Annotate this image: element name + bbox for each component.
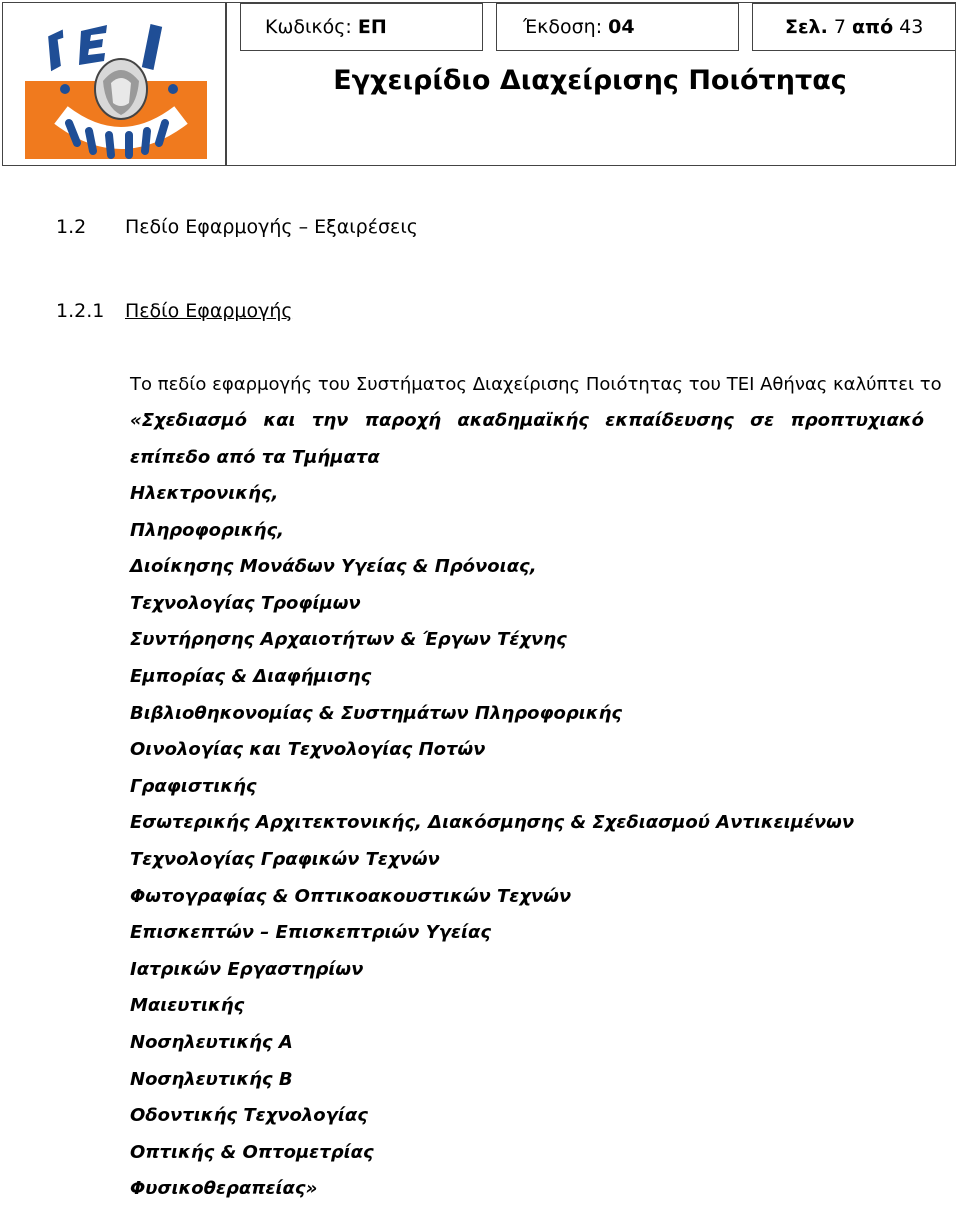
list-item: Εμπορίας & Διαφήμισης — [130, 665, 372, 687]
page-label: Σελ. — [785, 16, 828, 38]
list-item: Γραφιστικής — [130, 775, 257, 797]
list-item: Πληροφορικής, — [130, 519, 284, 541]
list-item: Οινολογίας και Τεχνολογίας Ποτών — [130, 739, 486, 761]
section-heading — [56, 214, 418, 240]
header-logo-cell — [2, 2, 226, 166]
list-item: Τεχνολογίας Γραφικών Τεχνών — [130, 848, 440, 870]
manual-title: Εγχειρίδιο Διαχείρισης Ποιότητας — [333, 65, 847, 96]
intro-paragraph: Το πεδίο εφαρμογής του Συστήματος Διαχείρισης Ποιότητας του ΤΕΙ Αθήνας καλύπτει το — [130, 374, 942, 395]
list-item: Εσωτερικής Αρχιτεκτονικής, Διακόσμησης & Σχεδιασμού Αντικειμένων — [130, 812, 855, 834]
edition-value: 04 — [608, 16, 635, 38]
list-item: Φυσικοθεραπείας» — [130, 1178, 318, 1200]
page-of-label: από — [851, 16, 894, 38]
list-item: Μαιευτικής — [130, 995, 245, 1017]
list-item: Ηλεκτρονικής, — [130, 483, 279, 504]
document-code-value: ΕΠ — [357, 16, 387, 38]
page-number: 7 — [833, 16, 846, 38]
edition-box — [496, 3, 739, 51]
page-total: 43 — [899, 16, 924, 38]
document-code-label: Κωδικός: — [265, 16, 352, 38]
list-item: Επισκεπτών – Επισκεπτριών Υγείας — [130, 922, 492, 944]
scope-statement-line-2: επίπεδο από τα Τμήματα — [130, 447, 380, 468]
list-item: Συντήρησης Αρχαιοτήτων & Έργων Τέχνης — [130, 629, 567, 651]
list-item: Ιατρικών Εργαστηρίων — [130, 958, 364, 980]
section-title: Πεδίο Εφαρμογής – Εξαιρέσεις — [125, 216, 418, 238]
list-item: Φωτογραφίας & Οπτικοακουστικών Τεχνών — [130, 885, 572, 907]
list-item: Νοσηλευτικής Β — [130, 1068, 293, 1090]
subsection-heading — [56, 298, 293, 324]
document-code-box — [240, 3, 483, 51]
list-item: Τεχνολογίας Τροφίμων — [130, 592, 361, 614]
scope-statement-line-1: «Σχεδιασμό και την παροχή ακαδημαϊκής εκπαίδευσης σε προπτυχιακό — [130, 410, 924, 431]
subsection-number: 1.2.1 — [56, 300, 105, 322]
department-list — [130, 481, 854, 1213]
list-item: Βιβλιοθηκονομίας & Συστημάτων Πληροφορικής — [130, 702, 623, 724]
list-item: Διοίκησης Μονάδων Υγείας & Πρόνοιας, — [130, 556, 537, 578]
subsection-title: Πεδίο Εφαρμογής — [125, 300, 293, 322]
list-item: Οπτικής & Οπτομετρίας — [130, 1141, 374, 1163]
tei-athens-logo — [25, 11, 207, 159]
section-number: 1.2 — [56, 216, 87, 238]
page-number-box — [752, 3, 956, 51]
edition-label: Έκδοση: — [523, 16, 603, 38]
list-item: Οδοντικής Τεχνολογίας — [130, 1105, 368, 1127]
list-item: Νοσηλευτικής Α — [130, 1031, 293, 1053]
